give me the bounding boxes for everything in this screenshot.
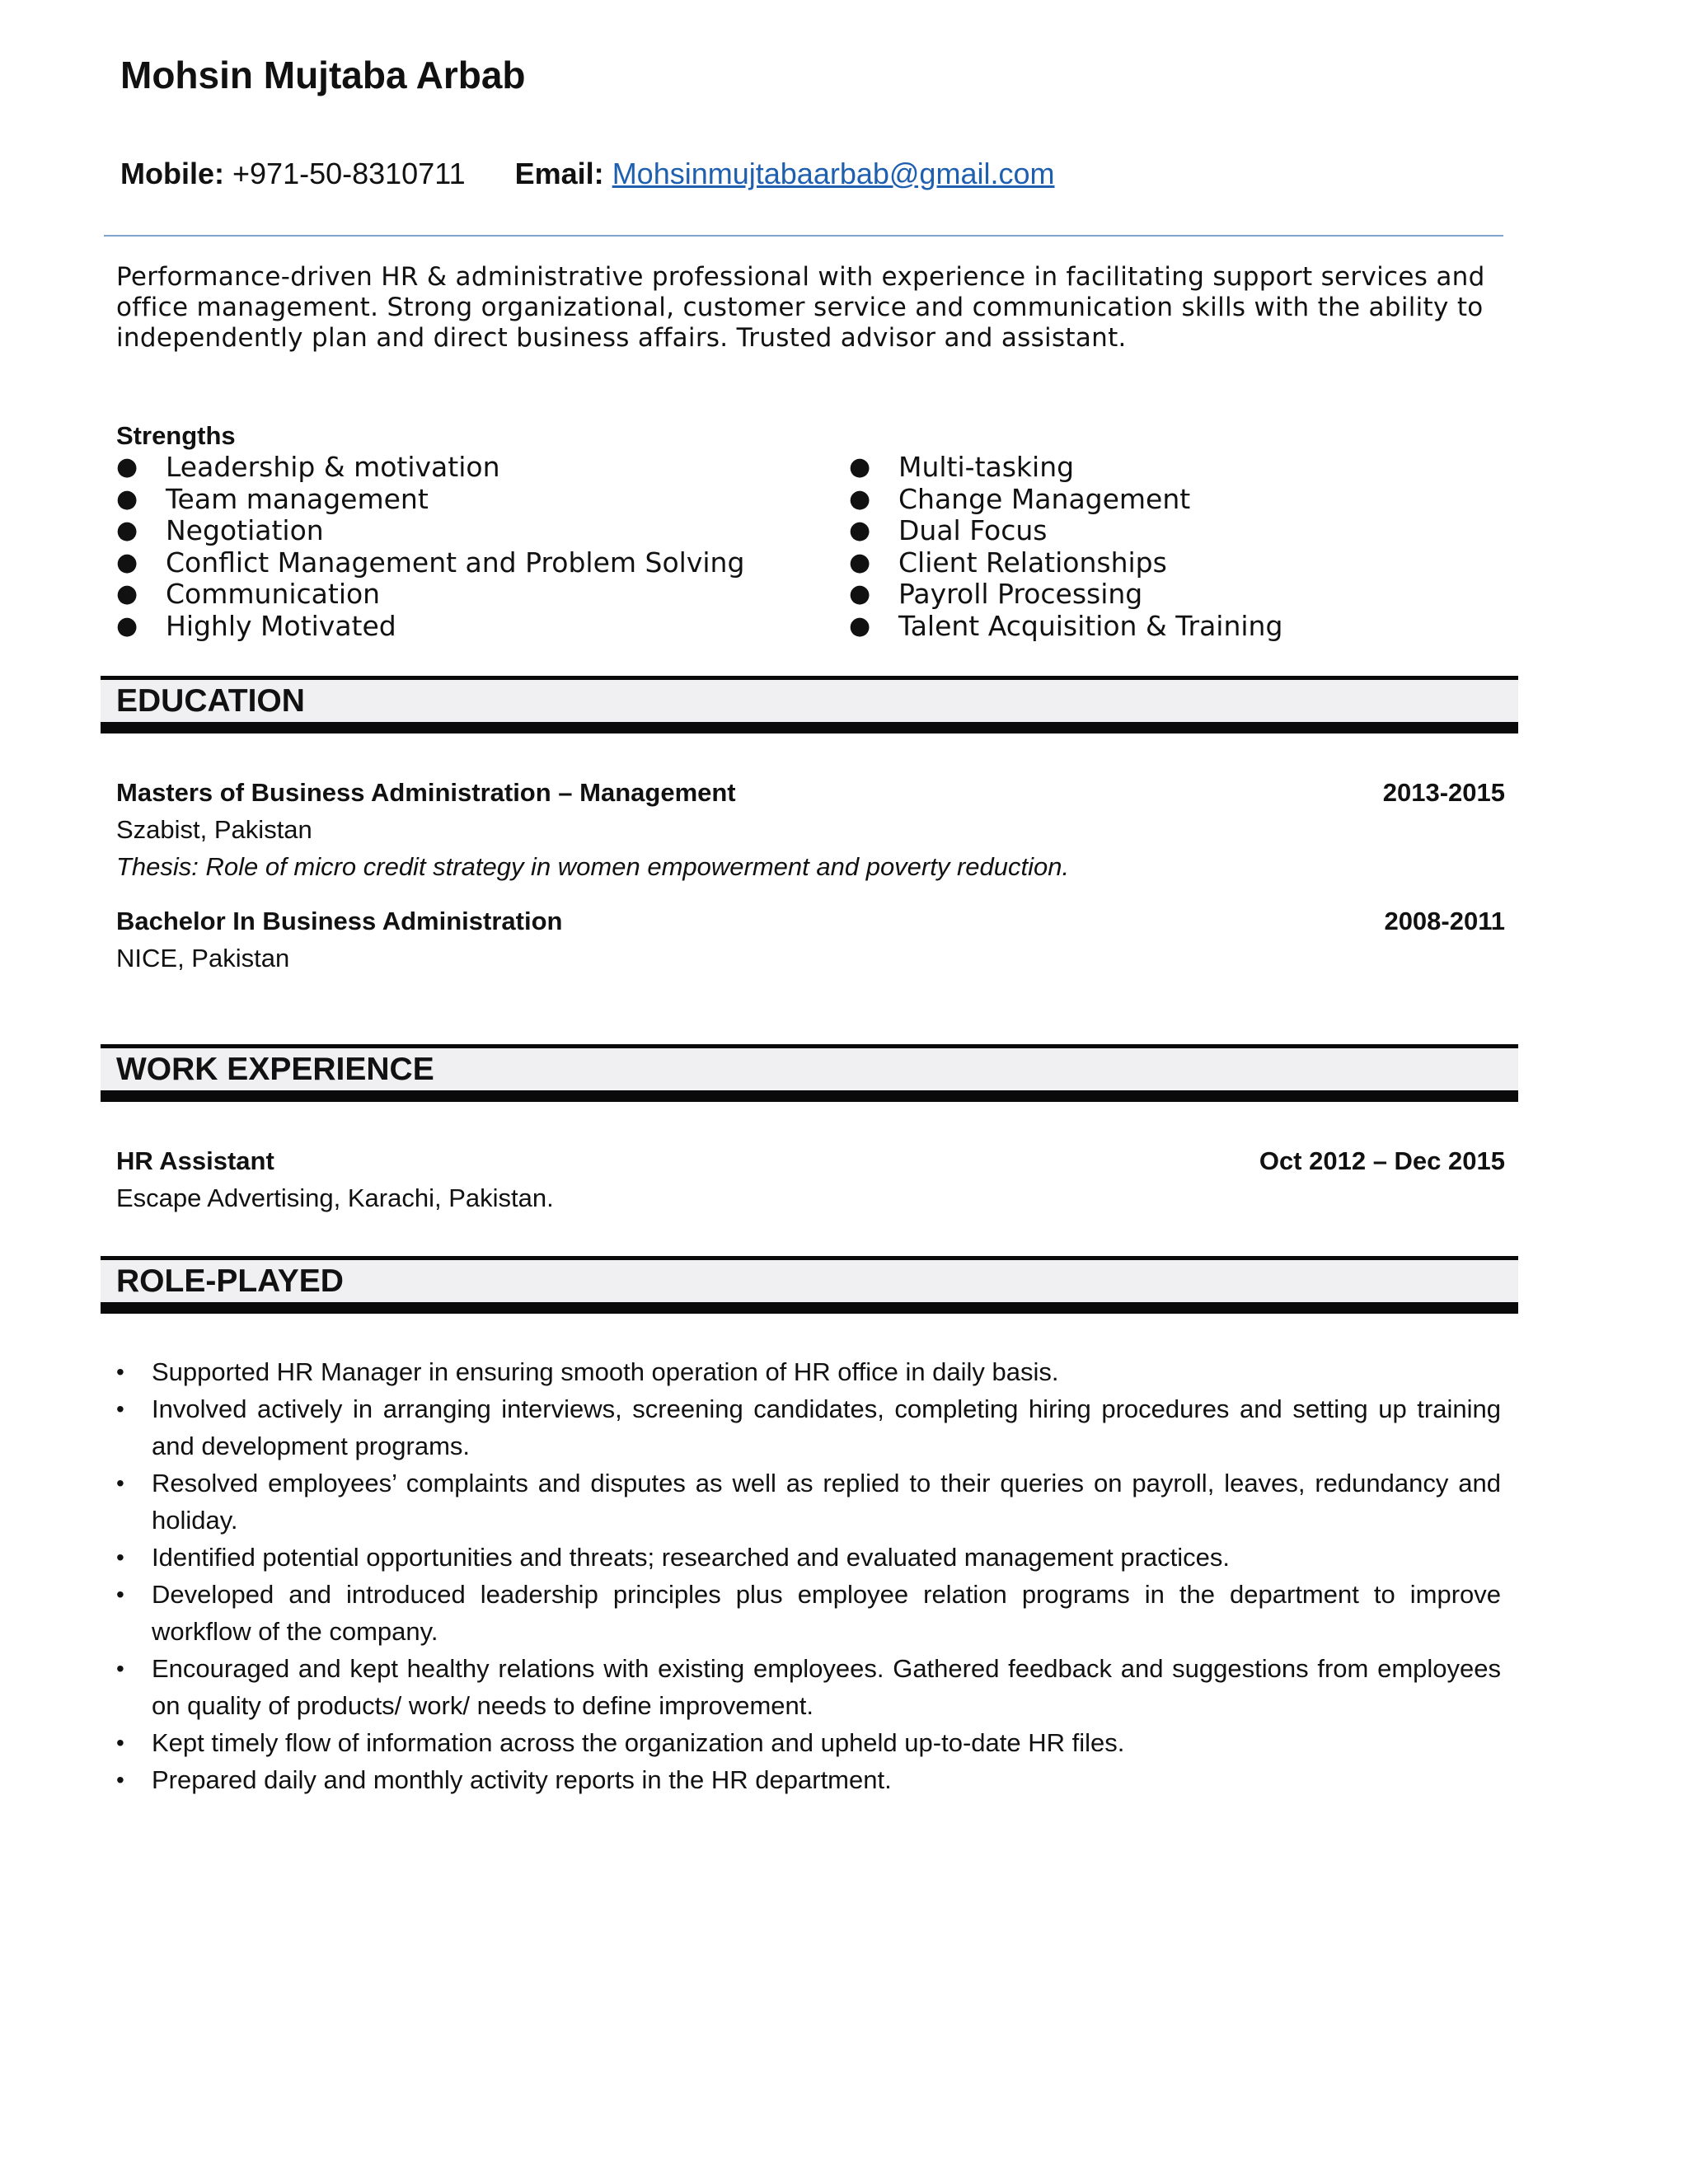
email-label: Email:: [514, 157, 604, 190]
mobile-label: Mobile:: [120, 157, 224, 190]
bullet-icon: •: [116, 1730, 124, 1755]
bullet-icon: ●: [849, 547, 871, 577]
strength-item: ● Communication: [116, 578, 381, 610]
list-item: • Supported HR Manager in ensuring smooth operation of HR office in daily basis.: [116, 1353, 1501, 1390]
bullet-icon: ●: [849, 579, 871, 608]
bullet-icon: ●: [849, 484, 871, 513]
responsibilities-list: [116, 1353, 1501, 1798]
list-item: • Prepared daily and monthly activity reports in the HR department.: [116, 1761, 1501, 1798]
school-name: NICE, Pakistan: [116, 944, 290, 972]
degree-title: Masters of Business Administration – Management: [116, 778, 736, 807]
strength-item: ● Team management: [116, 482, 429, 515]
list-item: • Kept timely flow of information across the organization and upheld up-to-date HR files.: [116, 1724, 1501, 1761]
list-item: • Identified potential opportunities and threats; researched and evaluated management practices.: [116, 1539, 1501, 1576]
bullet-icon: •: [116, 1767, 124, 1793]
profile-summary: Performance-driven HR & administrative professional with experience in facilitating support services and office management. Strong organizational, customer service and communication skills with the ability to independently plan and direct business affairs. Trusted advisor and assistant.: [116, 262, 1485, 353]
education-section-header: [101, 676, 1518, 733]
bullet-icon: •: [116, 1656, 124, 1681]
list-item: • Involved actively in arranging interviews, screening candidates, completing hiring procedures and setting up training and development programs.: [116, 1390, 1501, 1465]
bullet-icon: ●: [116, 452, 138, 481]
strength-item: ● Multi-tasking: [849, 451, 1075, 483]
bullet-icon: •: [116, 1544, 124, 1570]
bullet-icon: ●: [116, 547, 138, 577]
bullet-icon: ●: [116, 611, 138, 640]
section-title: ROLE-PLAYED: [116, 1263, 344, 1299]
list-item: • Resolved employees’ complaints and disputes as well as replied to their queries on payroll, leaves, redundancy and holiday.: [116, 1465, 1501, 1539]
strength-item: ● Negotiation: [116, 514, 324, 546]
strength-item: ● Conflict Management and Problem Solving: [116, 546, 745, 579]
bullet-icon: •: [116, 1396, 124, 1422]
bullet-icon: •: [116, 1359, 124, 1385]
strength-item: ● Dual Focus: [849, 514, 1048, 546]
job-title: HR Assistant: [116, 1146, 274, 1175]
degree-years: 2013-2015: [1382, 778, 1505, 807]
strength-item: ● Payroll Processing: [849, 578, 1143, 610]
bullet-icon: ●: [849, 611, 871, 640]
bullet-icon: ●: [116, 484, 138, 513]
list-item: • Developed and introduced leadership principles plus employee relation programs in the department to improve workflow of the company.: [116, 1576, 1501, 1650]
roles-section-header: [101, 1256, 1518, 1314]
strength-item: ● Client Relationships: [849, 546, 1167, 579]
job-period: Oct 2012 – Dec 2015: [1259, 1146, 1505, 1175]
contact-line: [120, 157, 1054, 191]
email-link[interactable]: Mohsinmujtabaarbab@gmail.com: [612, 157, 1055, 190]
bullet-icon: •: [116, 1470, 124, 1496]
bullet-icon: •: [116, 1582, 124, 1607]
company-name: Escape Advertising, Karachi, Pakistan.: [116, 1183, 554, 1212]
mobile-number: +971-50-8310711: [232, 157, 466, 190]
degree-years: 2008-2011: [1384, 907, 1505, 935]
strengths-left-list: [116, 452, 744, 642]
bullet-icon: ●: [849, 452, 871, 481]
degree-title: Bachelor In Business Administration: [116, 907, 563, 935]
section-title: WORK EXPERIENCE: [116, 1052, 434, 1087]
work-section-header: [101, 1044, 1518, 1102]
bullet-icon: ●: [849, 516, 871, 545]
header-divider: [104, 235, 1503, 237]
strength-item: ● Leadership & motivation: [116, 451, 500, 483]
strength-item: ● Highly Motivated: [116, 609, 396, 642]
candidate-name: Mohsin Mujtaba Arbab: [120, 54, 526, 96]
thesis-text: Thesis: Role of micro credit strategy in women empowerment and poverty reduction.: [116, 852, 1070, 881]
bullet-icon: ●: [116, 579, 138, 608]
section-title: EDUCATION: [116, 683, 305, 719]
strengths-heading: Strengths: [116, 421, 236, 450]
school-name: Szabist, Pakistan: [116, 815, 312, 844]
strengths-right-list: [849, 452, 1282, 642]
bullet-icon: ●: [116, 516, 138, 545]
list-item: • Encouraged and kept healthy relations with existing employees. Gathered feedback and suggestions from employees on quality of products/ work/ needs to define improvement.: [116, 1650, 1501, 1724]
strength-item: ● Talent Acquisition & Training: [849, 609, 1283, 642]
strength-item: ● Change Management: [849, 482, 1191, 515]
